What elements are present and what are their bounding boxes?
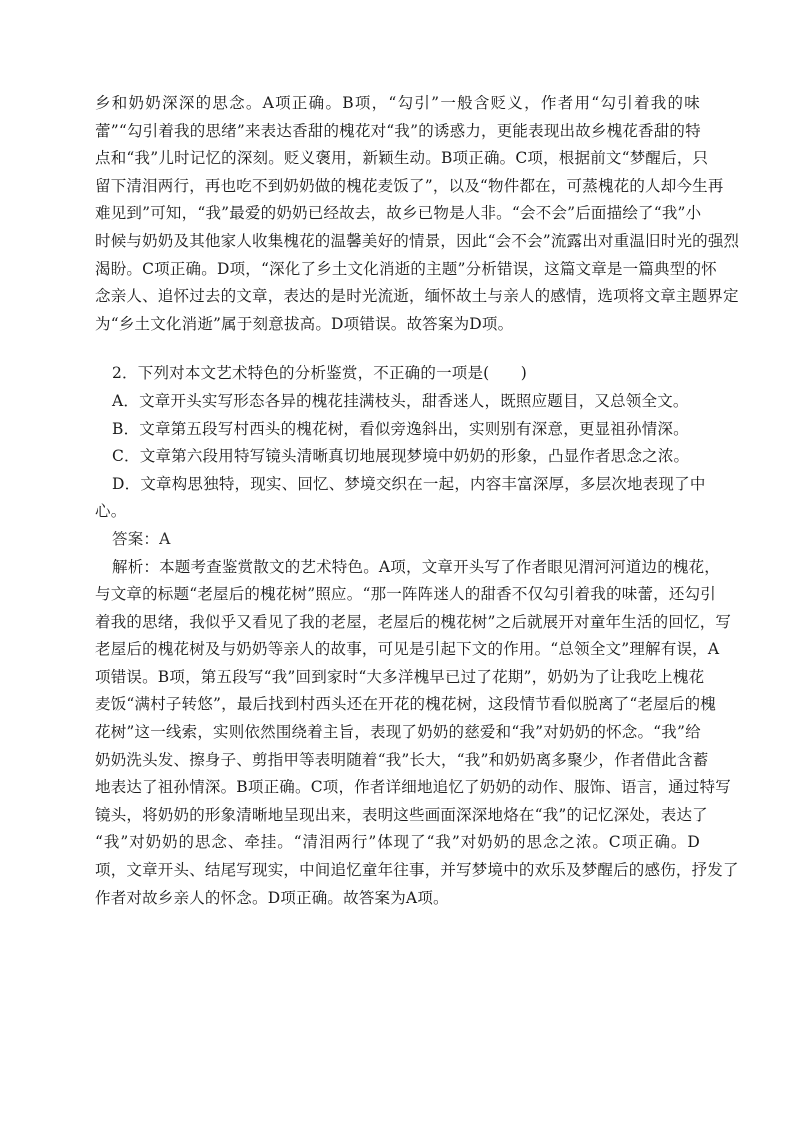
question-stem: 2．下列对本文艺术特色的分析鉴赏，不正确的一项是( ) [112,364,528,383]
text-line: 镜头，将奶奶的形象清晰地呈现出来，表明这些画面深深地烙在“我”的记忆深处，表达了 [95,805,708,824]
text-line: 地表达了祖孙情深。B项正确。C项，作者详细地追忆了奶奶的动作、服饰、语言，通过特写 [95,778,731,797]
text-line: “我”对奶奶的思念、牵挂。“清泪两行”体现了“我”对奶奶的思念之浓。C项正确。D [95,833,700,852]
analysis-block-1 [95,90,740,338]
option-b: B．文章第五段写村西头的槐花树，看似旁逸斜出，实则别有深意，更显祖孙情深。 [112,419,689,438]
text-line: 难见到”可知，“我”最爱的奶奶已经故去，故乡已物是人非。“会不会”后面描绘了“我”小 [95,204,702,223]
text-line: 项错误。B项，第五段写“我”回到家时“大多洋槐早已过了花期”，奶奶为了让我吃上槐花 [95,667,705,686]
text-line: 老屋后的槐花树及与奶奶等亲人的故事，可见是引起下文的作用。“总领全文”理解有误，A [95,640,720,659]
document-page [95,90,740,912]
option-c: C．文章第六段用特写镜头清晰真切地展现梦境中奶奶的形象，凸显作者思念之浓。 [112,447,690,466]
text-line: 项，文章开头、结尾写现实，中间追忆童年往事，并写梦境中的欢乐及梦醒后的感伤，抒发了 [95,861,739,880]
answer-line: 答案：A [112,529,171,548]
text-line: 留下清泪两行，再也吃不到奶奶做的槐花麦饭了”，以及“物件都在，可蒸槐花的人却今生再 [95,176,724,195]
text-line: 为“乡土文化消逝”属于刻意拔高。D项错误。故答案为D项。 [95,314,514,333]
option-a: A．文章开头实写形态各异的槐花挂满枝头，甜香迷人，既照应题目，又总领全文。 [112,391,689,410]
text-line: 念亲人、追怀过去的文章，表达的是时光流逝，缅怀故土与亲人的感情，选项将文章主题界定 [95,287,739,306]
text-line: 花树”这一线索，实则依然围绕着主旨，表现了奶奶的慈爱和“我”对奶奶的怀念。“我”给 [95,723,701,742]
text-line: 解析：本题考查鉴赏散文的艺术特色。A项，文章开头写了作者眼见渭河河道边的槐花， [112,557,720,576]
option-d-continued: 心。 [95,502,127,521]
text-line: 奶奶洗头发、擦身子、剪指甲等表明随着“我”长大，“我”和奶奶离多聚少，作者借此含蓄 [95,750,709,769]
text-line: 作者对故乡亲人的怀念。D项正确。故答案为A项。 [95,888,449,907]
text-line: 蕾”“勾引着我的思绪”来表达香甜的槐花对“我”的诱惑力，更能表现出故乡槐花香甜的特 [95,121,701,140]
text-line: 渴盼。C项正确。D项，“深化了乡土文化消逝的主题”分析错误，这篇文章是一篇典型的怀 [95,259,717,278]
text-line: 着我的思绪，我似乎又看见了我的老屋，老屋后的槐花树”之后就展开对童年生活的回忆，写 [95,612,732,631]
question-block [95,360,706,553]
text-line: 麦饭“满村子转悠”，最后找到村西头还在开花的槐花树，这段情节看似脱离了“老屋后的槐 [95,695,716,714]
text-line: 点和“我”儿时记忆的深刻。贬义褒用，新颖生动。B项正确。C项，根据前文“梦醒后，只 [95,149,709,168]
text-line: 时候与奶奶及其他家人收集槐花的温馨美好的情景，因此“会不会”流露出对重温旧时光的强烈 [95,231,740,250]
option-d: D．文章构思独特，现实、回忆、梦境交织在一起，内容丰富深厚，多层次地表现了中 [112,474,706,493]
text-line: 乡和奶奶深深的思念。A项正确。B项，“勾引”一般含贬义，作者用“勾引着我的味 [95,94,700,112]
analysis-block-2 [95,554,739,913]
text-line: 与文章的标题“老屋后的槐花树”照应。“那一阵阵迷人的甜香不仅勾引着我的味蕾，还勾引 [95,585,716,604]
section-gap [95,338,700,360]
